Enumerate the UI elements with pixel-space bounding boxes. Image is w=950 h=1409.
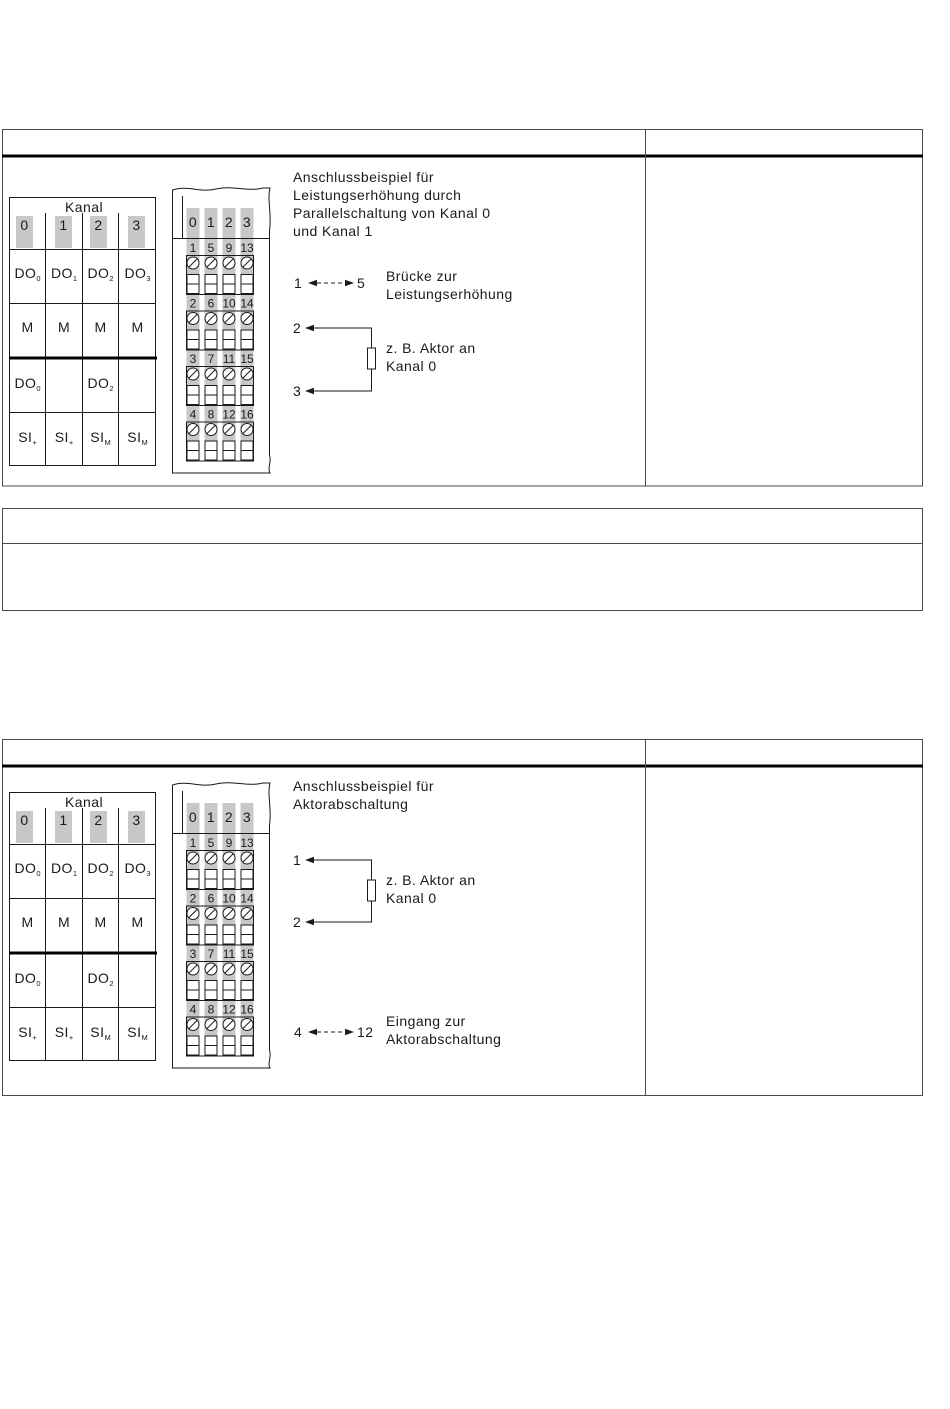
actuator-label-line: z. B. Aktor an — [386, 340, 476, 356]
signal-label — [14, 860, 40, 878]
signal-name: DO — [87, 375, 110, 391]
terminal-number: 8 — [207, 407, 215, 422]
terminal-number: 3 — [189, 947, 197, 961]
signal-name: M — [57, 319, 71, 335]
signal-name: DO — [124, 265, 147, 281]
signal-label — [87, 375, 113, 393]
channel-number: 3 — [132, 812, 141, 828]
arrowhead-left-icon — [305, 919, 314, 925]
signal-label — [131, 914, 143, 930]
terminal-ref-from: 4 — [294, 1024, 303, 1040]
actuator-wire — [314, 901, 372, 922]
signal-label — [18, 429, 37, 447]
signal-subscript: 2 — [109, 274, 114, 283]
terminal-channel-number: 2 — [224, 214, 234, 230]
terminal-number: 7 — [207, 947, 215, 961]
signal-subscript: 2 — [109, 979, 114, 988]
actuator-wire — [314, 328, 372, 348]
terminal-channel-number: 3 — [242, 809, 252, 825]
signal-label — [55, 429, 74, 447]
signal-name: SI — [18, 429, 33, 445]
signal-label — [90, 1024, 110, 1042]
terminal-number: 4 — [189, 407, 197, 422]
terminal-channel-number: 2 — [224, 809, 234, 825]
signal-subscript: 1 — [72, 274, 78, 283]
arrowhead-left-icon — [305, 325, 314, 331]
channel-number: 2 — [94, 812, 103, 828]
signal-subscript: 0 — [36, 869, 41, 878]
channel-number: 2 — [94, 217, 103, 233]
channel-number: 3 — [132, 217, 141, 233]
bridge-label-line: Leistungserhöhung — [386, 286, 513, 302]
actuator-load-icon — [368, 348, 376, 369]
channel-table — [9, 198, 157, 467]
signal-label — [131, 319, 143, 335]
signal-name: DO — [50, 860, 73, 876]
signal-name: DO — [14, 265, 37, 281]
terminal-number: 15 — [240, 352, 254, 366]
signal-subscript: M — [104, 438, 111, 447]
terminal-channel-number: 0 — [188, 214, 198, 230]
signal-subscript: 2 — [109, 384, 114, 393]
terminal-number: 16 — [240, 407, 254, 422]
description-line: Aktorabschaltung — [293, 796, 409, 812]
signal-label — [87, 970, 113, 988]
signal-name: DO — [87, 970, 110, 986]
terminal-number: 9 — [225, 241, 233, 255]
signal-name: M — [57, 914, 71, 930]
table-2-frame — [3, 509, 923, 611]
terminal-channel-number: 3 — [242, 214, 252, 230]
terminal-number: 5 — [207, 241, 215, 255]
signal-label — [90, 429, 110, 447]
arrowhead-right-icon — [345, 280, 354, 286]
signal-label — [127, 1024, 147, 1042]
signal-name: M — [94, 319, 107, 335]
signal-label — [127, 429, 147, 447]
signal-name: DO — [124, 860, 147, 876]
arrowhead-left-icon — [308, 280, 317, 286]
signal-label — [58, 914, 70, 930]
channel-number: 0 — [20, 217, 29, 233]
signal-label — [94, 914, 106, 930]
terminal-number: 6 — [207, 891, 215, 906]
signal-subscript: 1 — [72, 869, 78, 878]
signal-label — [14, 970, 40, 988]
terminal-module — [173, 783, 271, 1068]
signal-subscript: 2 — [109, 869, 114, 878]
terminal-number: 11 — [222, 352, 236, 366]
terminal-number: 2 — [189, 296, 197, 311]
signal-name: SI — [54, 429, 69, 445]
terminal-number: 14 — [240, 296, 254, 311]
actuator-label-line: Kanal 0 — [386, 358, 437, 374]
signal-name: M — [131, 914, 144, 930]
bridge-label-line: Brücke zur — [386, 268, 458, 284]
terminal-module — [173, 188, 271, 473]
terminal-number: 2 — [189, 891, 197, 906]
actuator-load-icon — [368, 880, 376, 901]
terminal-ref-to: 2 — [293, 914, 302, 930]
signal-name: DO — [14, 860, 37, 876]
terminal-number: 12 — [222, 407, 236, 422]
signal-name: M — [131, 319, 144, 335]
channel-table-title: Kanal — [64, 199, 104, 215]
signal-name: SI — [54, 1024, 69, 1040]
description-line: Parallelschaltung von Kanal 0 — [293, 205, 491, 221]
signal-name: M — [21, 914, 34, 930]
signal-name: DO — [87, 860, 110, 876]
signal-name: DO — [14, 375, 37, 391]
signal-label — [124, 860, 150, 878]
terminal-number: 3 — [189, 352, 197, 366]
arrowhead-right-icon — [345, 1029, 354, 1035]
terminal-number: 1 — [189, 836, 197, 850]
signal-label — [87, 860, 113, 878]
terminal-ref-from: 1 — [293, 852, 302, 868]
figure-1 — [9, 169, 513, 473]
figure-description — [293, 778, 434, 812]
signal-label — [87, 265, 113, 283]
signal-name: DO — [87, 265, 110, 281]
terminal-number: 13 — [240, 241, 254, 255]
terminal-number: 16 — [240, 1002, 254, 1017]
signal-name: SI — [18, 1024, 33, 1040]
terminal-number: 10 — [222, 891, 236, 906]
description-line: Anschlussbeispiel für — [293, 778, 434, 794]
actuator-label-line: Kanal 0 — [386, 890, 437, 906]
terminal-number: 13 — [240, 836, 254, 850]
terminal-ref-from: 1 — [294, 275, 303, 291]
terminal-ref-from: 2 — [293, 320, 302, 336]
arrowhead-left-icon — [305, 388, 314, 394]
terminal-ref-to: 5 — [357, 275, 366, 291]
signal-label — [58, 319, 70, 335]
signal-name: DO — [14, 970, 37, 986]
signal-label — [94, 319, 106, 335]
signal-subscript: 0 — [36, 384, 41, 393]
description-line: und Kanal 1 — [293, 223, 373, 239]
description-line: Leistungserhöhung durch — [293, 187, 462, 203]
signal-label — [51, 265, 77, 283]
channel-table-title: Kanal — [64, 794, 104, 810]
shutdown-input-connection — [294, 1013, 501, 1047]
terminal-number: 1 — [189, 241, 197, 255]
channel-number: 0 — [20, 812, 29, 828]
actuator-label-line: z. B. Aktor an — [386, 872, 476, 888]
terminal-channel-number: 0 — [188, 809, 198, 825]
arrowhead-left-icon — [308, 1029, 317, 1035]
terminal-channel-number: 1 — [206, 214, 216, 230]
signal-label — [18, 1024, 37, 1042]
signal-name: M — [21, 319, 34, 335]
terminal-ref-to: 3 — [293, 383, 302, 399]
table-2 — [2, 509, 923, 611]
signal-label — [124, 265, 150, 283]
bridge-connection — [294, 268, 513, 302]
signal-subscript: 3 — [146, 869, 151, 878]
terminal-number: 15 — [240, 947, 254, 961]
signal-subscript: M — [141, 438, 148, 447]
input-label-line: Aktorabschaltung — [386, 1031, 502, 1047]
signal-label — [21, 319, 33, 335]
signal-subscript: M — [141, 1033, 148, 1042]
signal-name: DO — [50, 265, 73, 281]
actuator-connection — [293, 852, 476, 930]
signal-label — [21, 914, 33, 930]
actuator-wire — [314, 369, 372, 391]
signal-label — [51, 860, 77, 878]
signal-subscript: + — [68, 438, 74, 447]
signal-name: SI — [127, 1024, 142, 1040]
terminal-number: 10 — [222, 296, 236, 311]
signal-subscript: 0 — [36, 979, 41, 988]
signal-label — [14, 375, 40, 393]
actuator-connection — [293, 320, 476, 399]
figure-2 — [9, 778, 501, 1068]
terminal-number: 8 — [207, 1002, 215, 1017]
channel-number: 1 — [59, 812, 68, 828]
signal-label — [55, 1024, 74, 1042]
signal-name: M — [94, 914, 107, 930]
figure-description — [293, 169, 491, 239]
actuator-wire — [314, 860, 372, 880]
channel-number: 1 — [59, 217, 68, 233]
description-line: Anschlussbeispiel für — [293, 169, 434, 185]
signal-subscript: 0 — [36, 274, 41, 283]
signal-name: SI — [127, 429, 142, 445]
terminal-channel-number: 1 — [206, 809, 216, 825]
signal-subscript: M — [104, 1033, 111, 1042]
signal-subscript: 3 — [146, 274, 151, 283]
terminal-ref-to: 12 — [357, 1024, 374, 1040]
terminal-number: 14 — [240, 891, 254, 906]
signal-name: SI — [90, 1024, 105, 1040]
terminal-number: 6 — [207, 296, 215, 311]
terminal-number: 4 — [189, 1002, 197, 1017]
terminal-number: 9 — [225, 836, 233, 850]
signal-label — [14, 265, 40, 283]
terminal-number: 7 — [207, 352, 215, 366]
arrowhead-left-icon — [305, 857, 314, 863]
terminal-number: 12 — [222, 1002, 236, 1017]
terminal-number: 5 — [207, 836, 215, 850]
signal-subscript: + — [32, 438, 37, 447]
signal-subscript: + — [32, 1033, 37, 1042]
signal-subscript: + — [68, 1033, 74, 1042]
signal-name: SI — [90, 429, 105, 445]
input-label-line: Eingang zur — [386, 1013, 466, 1029]
terminal-number: 11 — [222, 947, 236, 961]
channel-table — [9, 793, 157, 1062]
